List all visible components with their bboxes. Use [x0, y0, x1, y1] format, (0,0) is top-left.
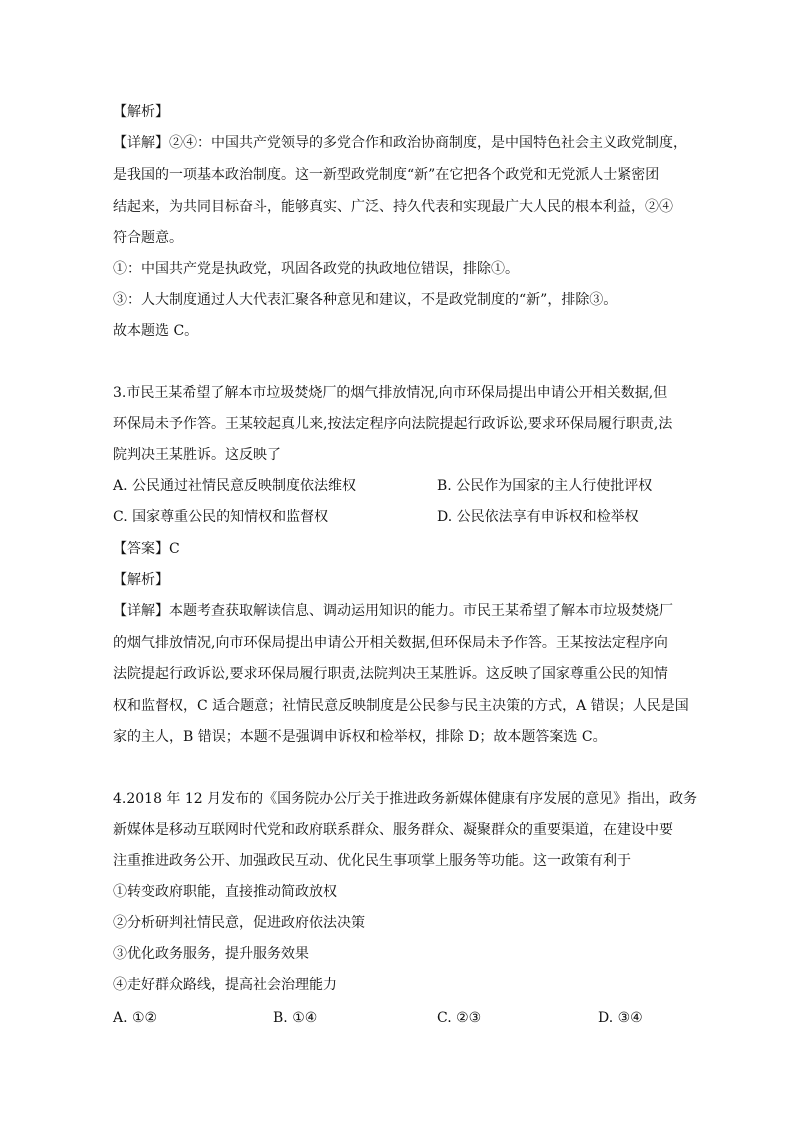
q4-item-1: ①转变政府职能，直接推动简政放权 — [113, 884, 337, 900]
q2-detail-line: 【详解】②④：中国共产党领导的多党合作和政治协商制度，是中国特色社会主义政党制度， — [113, 135, 687, 151]
q3-detail-line: 法院提起行政诉讼,要求环保局履行职责,法院判决王某胜诉。这反映了国家尊重公民的知情 — [113, 666, 668, 682]
q3-option-d: D. 公民依法享有申诉权和检举权 — [437, 509, 639, 525]
q3-answer: 【答案】C — [113, 541, 180, 557]
q4-item-3: ③优化政务服务，提升服务效果 — [113, 946, 309, 962]
q3-stem-line: 院判决王某胜诉。这反映了 — [113, 447, 281, 463]
q2-point-1: ①：中国共产党是执政党，巩固各政党的执政地位错误，排除①。 — [113, 261, 519, 277]
q4-option-c: C. ②③ — [437, 1010, 482, 1026]
q4-option-a: A. ①② — [113, 1010, 158, 1026]
q4-item-4: ④走好群众路线，提高社会治理能力 — [113, 977, 337, 993]
q3-stem-line: 环保局未予作答。王某较起真儿来,按法定程序向法院提起行政诉讼,要求环保局履行职责,法 — [113, 416, 673, 432]
q2-detail-line: 结起来，为共同目标奋斗，能够真实、广泛、持久代表和实现最广大人民的根本利益，②④ — [113, 199, 673, 215]
q2-analysis-heading: 【解析】 — [113, 104, 169, 120]
q3-option-a: A. 公民通过社情民意反映制度依法维权 — [113, 478, 357, 494]
q3-analysis-heading: 【解析】 — [113, 572, 169, 588]
q3-detail-line: 家的主人，B 错误；本题不是强调申诉权和检举权，排除 D；故本题答案选 C。 — [113, 729, 607, 745]
q2-point-3: ③：人大制度通过人大代表汇聚各种意见和建议，不是政党制度的“新”，排除③。 — [113, 292, 618, 308]
q3-option-c: C. 国家尊重公民的知情权和监督权 — [113, 509, 329, 525]
q4-stem-line: 新媒体是移动互联网时代党和政府联系群众、服务群众、凝聚群众的重要渠道，在建设中要 — [113, 822, 673, 838]
q2-detail-line: 符合题意。 — [113, 230, 183, 246]
q3-option-b: B. 公民作为国家的主人行使批评权 — [437, 478, 653, 494]
q4-item-2: ②分析研判社情民意，促进政府依法决策 — [113, 915, 365, 931]
q3-detail-line: 【详解】本题考查获取解读信息、调动运用知识的能力。市民王某希望了解本市垃圾焚烧厂 — [113, 603, 673, 619]
q4-stem-line: 注重推进政务公开、加强政民互动、优化民生事项掌上服务等功能。这一政策有利于 — [113, 853, 631, 869]
q4-stem-line: 4.2018 年 12 月发布的《国务院办公厅关于推进政务新媒体健康有序发展的意见》指出，政务 — [113, 791, 698, 807]
q3-stem-line: 3.市民王某希望了解本市垃圾焚烧厂的烟气排放情况,向市环保局提出申请公开相关数据,但 — [113, 385, 668, 401]
q3-detail-line: 权和监督权，C 适合题意；社情民意反映制度是公民参与民主决策的方式，A 错误；人民是国 — [113, 698, 689, 714]
q2-detail-line: 是我国的一项基本政治制度。这一新型政党制度“新”在它把各个政党和无党派人士紧密团 — [113, 167, 660, 183]
q4-option-d: D. ③④ — [598, 1010, 643, 1026]
q3-detail-line: 的烟气排放情况,向市环保局提出申请公开相关数据,但环保局未予作答。王某按法定程序向 — [113, 635, 668, 651]
q4-option-b: B. ①④ — [273, 1010, 318, 1026]
q2-conclusion: 故本题选 C。 — [113, 323, 199, 339]
